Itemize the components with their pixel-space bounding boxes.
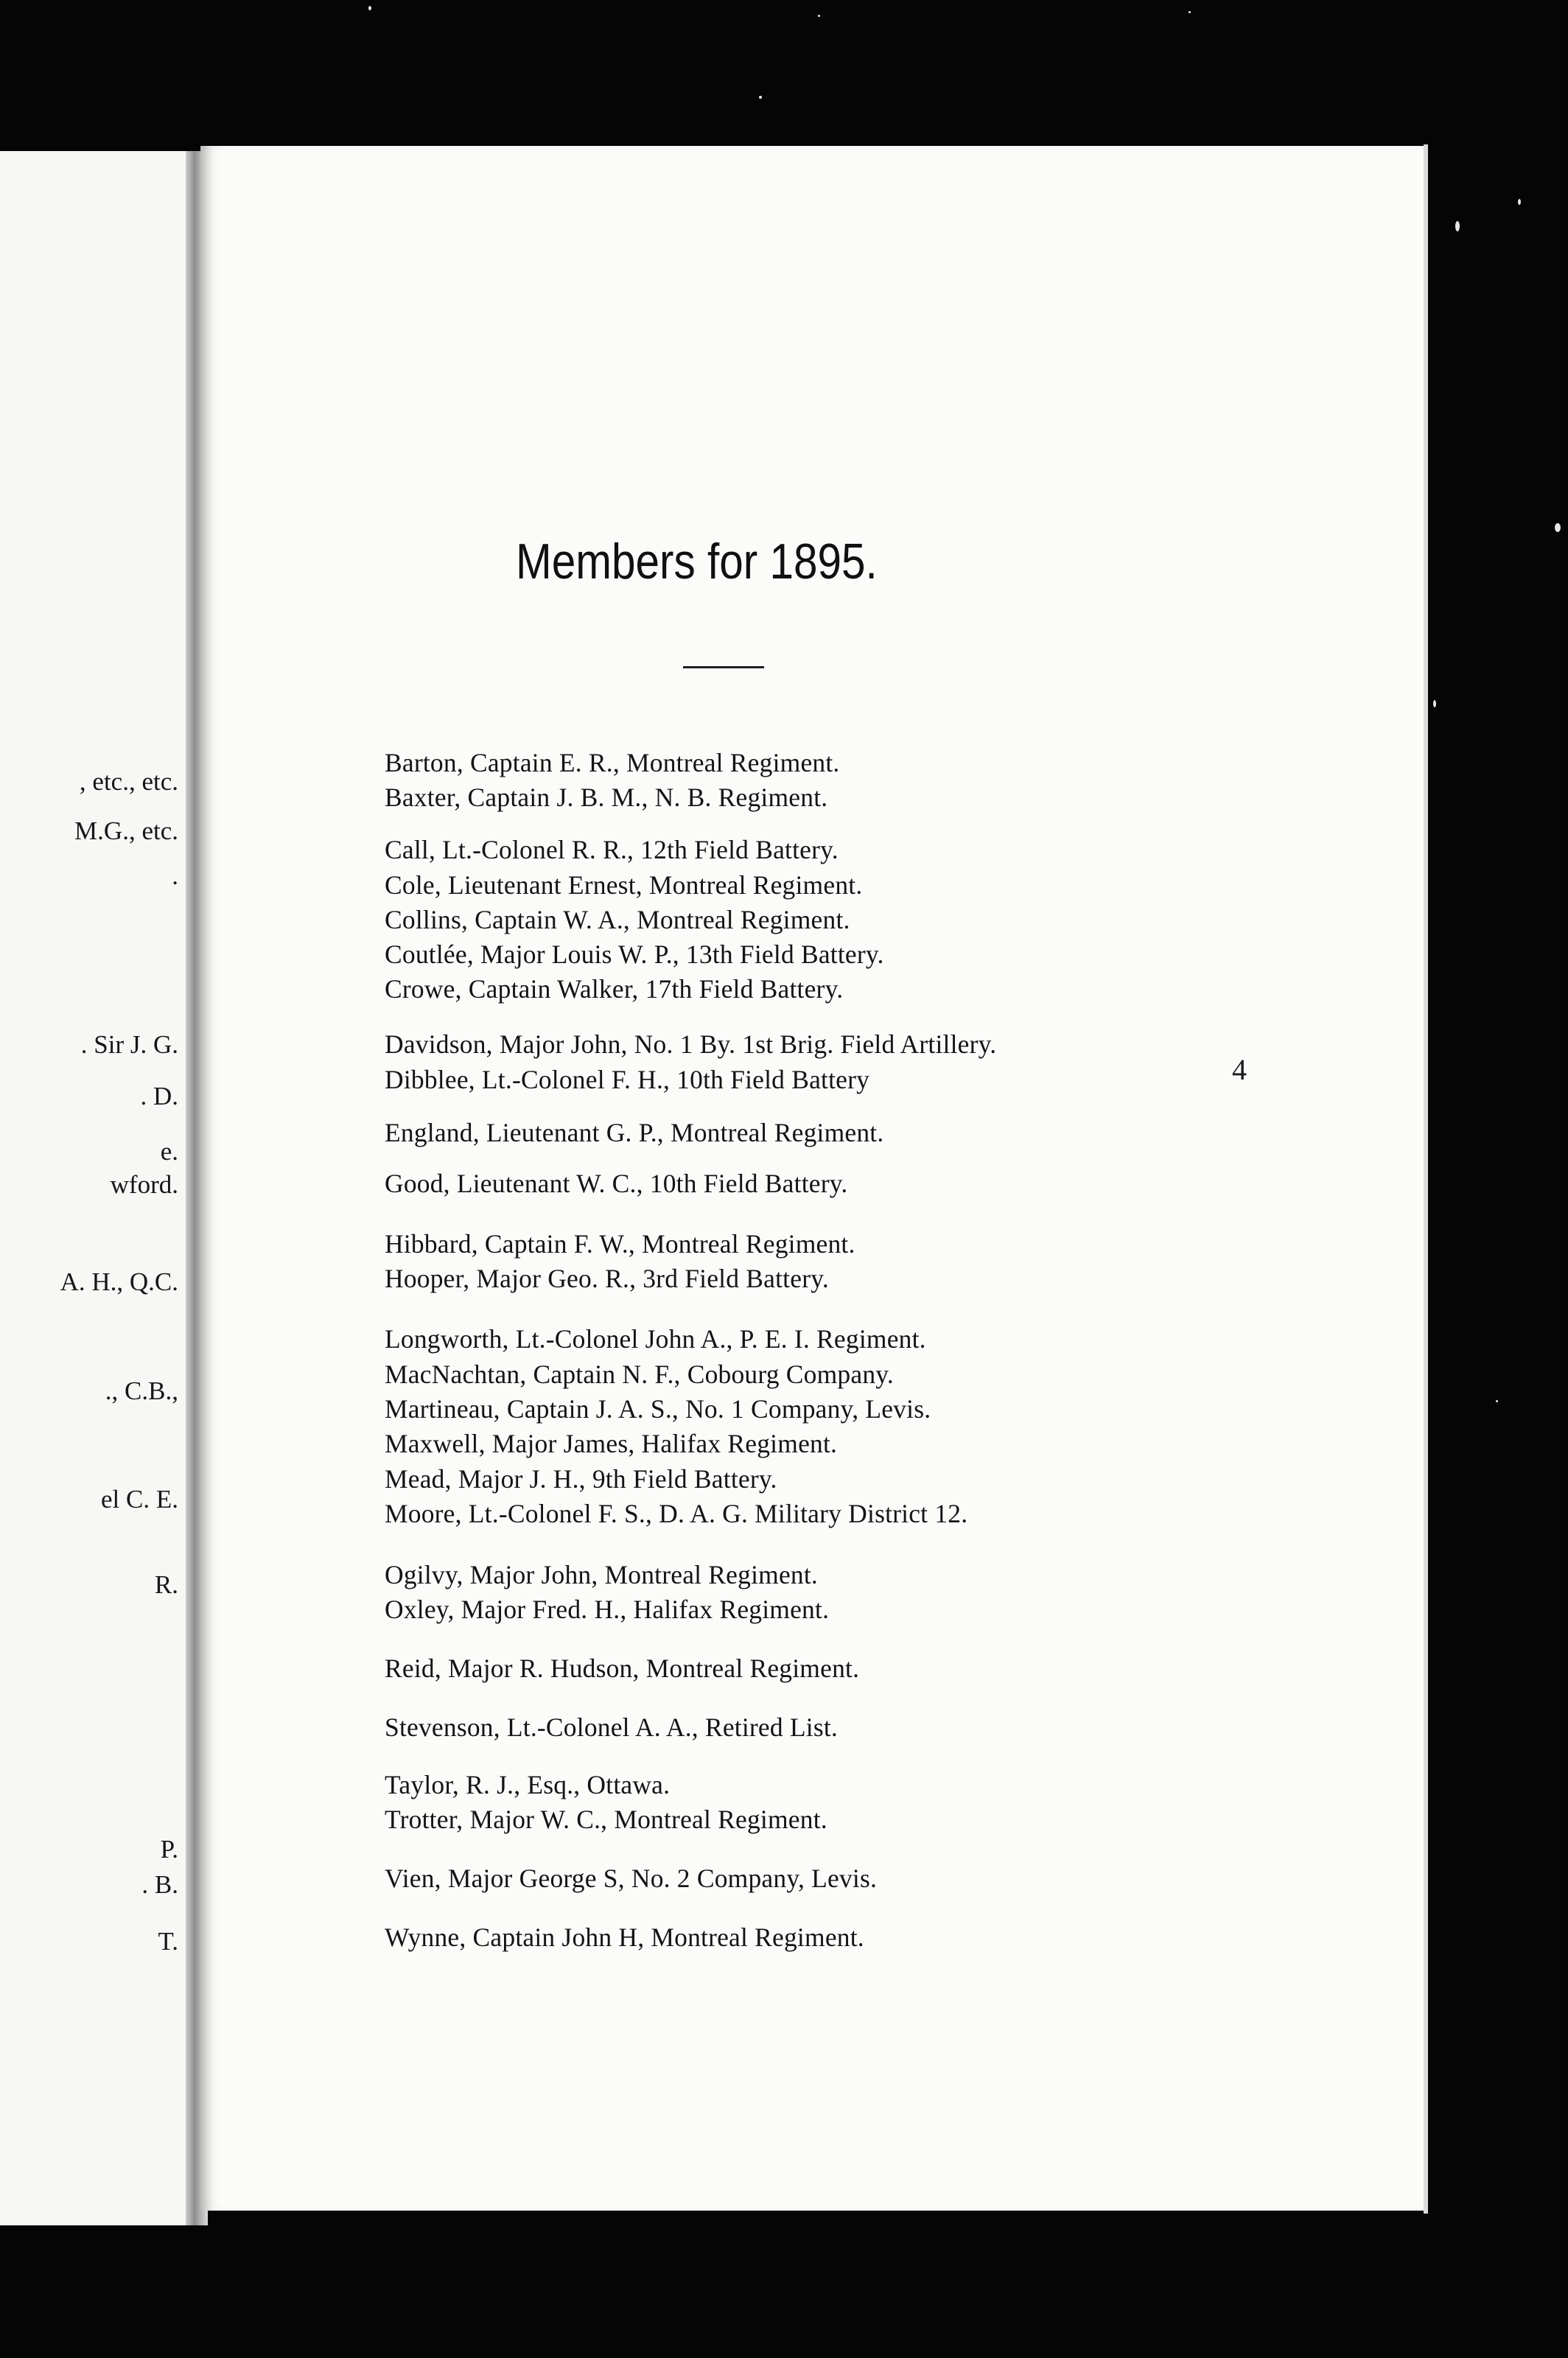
member-entry: Taylor, R. J., Esq., Ottawa. [385, 1770, 671, 1799]
left-page-fragment: P. [160, 1835, 178, 1864]
film-speck [1433, 700, 1436, 707]
member-entry: Martineau, Captain J. A. S., No. 1 Company, Levis. [385, 1394, 931, 1424]
member-entry: Crowe, Captain Walker, 17th Field Battery. [385, 974, 844, 1004]
member-entry: Moore, Lt.-Colonel F. S., D. A. G. Military District 12. [385, 1499, 968, 1528]
left-page-fragment: . D. [140, 1082, 178, 1110]
film-speck [368, 6, 371, 10]
left-page-fragment: . Sir J. G. [80, 1030, 178, 1059]
member-entry: Trotter, Major W. C., Montreal Regiment. [385, 1805, 827, 1834]
member-entry: Call, Lt.-Colonel R. R., 12th Field Battery. [385, 835, 839, 864]
left-page-fragment: ., C.B., [105, 1376, 178, 1405]
member-entry: Baxter, Captain J. B. M., N. B. Regiment. [385, 783, 828, 812]
left-page [0, 151, 193, 2225]
left-page-fragment: T. [158, 1927, 178, 1956]
film-speck [1518, 199, 1521, 205]
film-speck [1555, 523, 1561, 532]
member-entry: Stevenson, Lt.-Colonel A. A., Retired List. [385, 1712, 839, 1742]
film-speck [1496, 1400, 1498, 1402]
left-page-fragment: , etc., etc. [79, 767, 178, 796]
left-page-fragment: wford. [110, 1170, 178, 1199]
left-page-fragment: M.G., etc. [74, 816, 178, 845]
member-entry: Ogilvy, Major John, Montreal Regiment. [385, 1560, 819, 1589]
page-edge [1424, 144, 1428, 2214]
member-entry: Oxley, Major Fred. H., Halifax Regiment. [385, 1595, 830, 1624]
left-page-fragment: e. [160, 1137, 178, 1166]
film-speck [818, 15, 820, 17]
member-entry: Good, Lieutenant W. C., 10th Field Battery. [385, 1169, 848, 1198]
member-entry: Dibblee, Lt.-Colonel F. H., 10th Field Battery [385, 1065, 870, 1094]
left-page-fragment: R. [154, 1570, 178, 1599]
member-entry: Davidson, Major John, No. 1 By. 1st Brig. Field Artillery. [385, 1029, 997, 1059]
member-entry: Wynne, Captain John H, Montreal Regiment. [385, 1923, 864, 1952]
member-entry: Barton, Captain E. R., Montreal Regiment. [385, 748, 840, 777]
left-page-fragment: . [172, 861, 178, 890]
film-speck [1189, 11, 1191, 13]
member-entry: MacNachtan, Captain N. F., Cobourg Company. [385, 1360, 895, 1389]
member-entry: Coutlée, Major Louis W. P., 13th Field Battery. [385, 940, 884, 969]
left-page-fragment: el C. E. [101, 1485, 178, 1514]
member-entry: Collins, Captain W. A., Montreal Regiment. [385, 905, 850, 934]
title-rule [683, 666, 764, 668]
margin-mark: 4 [1232, 1053, 1247, 1086]
member-entry: Hibbard, Captain F. W., Montreal Regiment. [385, 1229, 855, 1259]
left-page-fragment: A. H., Q.C. [60, 1267, 178, 1296]
member-entry: Longworth, Lt.-Colonel John A., P. E. I. Regiment. [385, 1324, 926, 1354]
member-entry: Maxwell, Major James, Halifax Regiment. [385, 1429, 838, 1458]
member-entry: England, Lieutenant G. P., Montreal Regiment. [385, 1118, 884, 1147]
left-page-fragment: . B. [141, 1870, 178, 1899]
member-entry: Vien, Major George S, No. 2 Company, Levis. [385, 1864, 878, 1893]
film-speck [759, 96, 762, 99]
member-entry: Mead, Major J. H., 9th Field Battery. [385, 1464, 777, 1494]
film-speck [1455, 221, 1460, 231]
member-entry: Reid, Major R. Hudson, Montreal Regiment. [385, 1654, 860, 1683]
member-entry: Cole, Lieutenant Ernest, Montreal Regiment. [385, 870, 863, 900]
member-entry: Hooper, Major Geo. R., 3rd Field Battery. [385, 1264, 829, 1293]
page-title: Members for 1895. [516, 533, 878, 590]
